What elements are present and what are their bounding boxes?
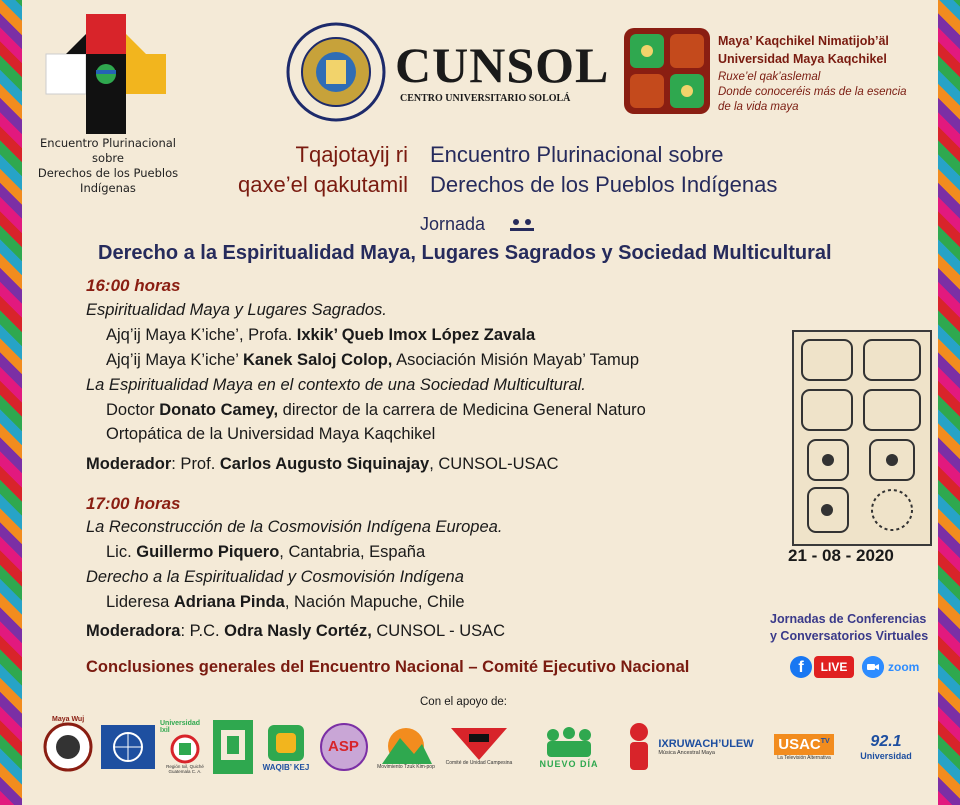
- session2-speaker1: Lic. Guillermo Piquero, Cantabria, España: [106, 543, 426, 561]
- session1-speaker1: Ajq’ij Maya K’iche’, Profa. Ixkik’ Queb Imox López Zavala: [106, 326, 536, 344]
- university-tagline-2: Donde conoceréis más de la esencia: [718, 86, 907, 98]
- jornada-subtitle: Derecho a la Espiritualidad Maya, Lugares Sagrados y Sociedad Multicultural: [98, 242, 832, 264]
- maya-glyph-panel-icon: [792, 330, 932, 546]
- session1-time: 16:00 horas: [86, 276, 181, 295]
- session1-speaker2: Ajq’ij Maya K’iche’ Kanek Saloj Colop, Asociación Misión Mayab’ Tamup: [106, 351, 640, 369]
- session2-topic2: Derecho a la Espiritualidad y Cosmovisión Indígena: [86, 568, 464, 586]
- sponsor-nuevo-dia-logo: NUEVO DÍA: [524, 718, 614, 776]
- conclusiones-line: Conclusiones generales del Encuentro Nacional – Comité Ejecutivo Nacional: [86, 658, 690, 676]
- cuc-emblem-icon: [451, 728, 507, 760]
- sponsor-tzuk-kim-pop-logo: Movimiento Tzuk Kim-pop: [374, 718, 438, 776]
- encuentro-logo-caption: Encuentro Plurinacional sobre Derechos de los Pueblos Indígenas: [37, 136, 179, 195]
- university-tagline-1: Ruxe’el qak’aslemal: [718, 71, 821, 83]
- mountain-sun-icon: [380, 724, 432, 764]
- jornadas-line2: y Conversatorios Virtuales: [770, 629, 929, 643]
- sponsor-cuc-logo: Comité de Unidad Campesina: [444, 718, 514, 776]
- live-badge: LIVE: [814, 656, 854, 678]
- sponsor-un-logo: [100, 718, 156, 776]
- sponsor-maya-wuj-logo: Maya Wuj: [40, 718, 96, 776]
- title-kaqchikel-line2: qaxe’el qakutamil: [238, 172, 408, 197]
- jornada-label: Jornada: [420, 214, 486, 234]
- ixil-emblem-icon: [168, 734, 202, 764]
- support-label: Con el apoyo de:: [420, 696, 507, 708]
- people-silhouette-icon: [539, 725, 599, 759]
- session1-speaker3: Doctor Donato Camey, director de la carrera de Medicina General Naturo: [106, 401, 646, 419]
- event-date: 21 - 08 - 2020: [788, 546, 894, 565]
- university-tagline-3: de la vida maya: [718, 101, 799, 113]
- maya-figure-icon: [622, 720, 656, 774]
- green-emblem-icon: [213, 720, 253, 774]
- session1-topic1: Espiritualidad Maya y Lugares Sagrados.: [86, 301, 387, 319]
- title-kaqchikel-line1: Tqajotayij ri: [295, 142, 408, 167]
- encuentro-cross-logo: [42, 14, 170, 134]
- usac-seal-icon: [286, 22, 386, 122]
- cunsol-title: CUNSOL: [395, 37, 610, 93]
- zoom-label: zoom: [888, 660, 920, 674]
- university-name: Universidad Maya Kaqchikel: [718, 52, 887, 66]
- title-spanish-line1: Encuentro Plurinacional sobre: [430, 142, 724, 167]
- session2-topic1: La Reconstrucción de la Cosmovisión Indígena Europea.: [86, 518, 503, 536]
- sponsor-usac-tv-logo: $USAC^{TV}$ La Televisión Alternativa: [768, 718, 840, 776]
- university-name-maya: Maya’ Kaqchikel Nimatijob’äl: [718, 34, 889, 48]
- maya-number-two-icon: [508, 216, 536, 234]
- maya-glyph-icon: [622, 26, 712, 116]
- session1-topic2: La Espiritualidad Maya en el contexto de una Sociedad Multicultural.: [86, 376, 586, 394]
- maya-wuj-icon: [43, 722, 93, 772]
- session2-time: 17:00 horas: [86, 494, 181, 513]
- title-spanish-line2: Derechos de los Pueblos Indígenas: [430, 172, 778, 197]
- session1-moderator: Moderador: Prof. Carlos Augusto Siquinajay, CUNSOL-USAC: [86, 455, 559, 473]
- left-textile-border: [0, 0, 22, 805]
- cunsol-subtitle: CENTRO UNIVERSITARIO SOLOLÁ: [400, 93, 571, 104]
- sponsor-universidad-ixil-logo: Universidad Ixil Región Ixil, Quiché Guatemala C. A.: [160, 720, 204, 774]
- sponsor-green-logo: [212, 718, 254, 776]
- right-textile-border: [938, 0, 960, 805]
- sponsor-waqib-kej-logo: WAQIB’ KEJ: [258, 718, 314, 776]
- facebook-icon: f: [790, 656, 812, 678]
- sponsor-radio-921-logo: 92.1 Universidad: [860, 733, 912, 761]
- sponsor-ixruwach-ulew-logo: IXRUWACH’ULEW Música Ancestral Maya: [620, 718, 756, 776]
- jornadas-line1: Jornadas de Conferencias: [770, 612, 927, 626]
- waqib-kej-icon: [266, 723, 306, 763]
- zoom-icon: [862, 656, 884, 678]
- session2-speaker2: Lideresa Adriana Pinda, Nación Mapuche, Chile: [106, 593, 465, 611]
- sponsor-asp-logo: ASP: [318, 718, 370, 776]
- session1-speaker3-line2: Ortopática de la Universidad Maya Kaqchikel: [106, 425, 436, 443]
- un-emblem-icon: [101, 725, 155, 769]
- session2-moderator: Moderadora: P.C. Odra Nasly Cortéz, CUNSOL - USAC: [86, 622, 506, 640]
